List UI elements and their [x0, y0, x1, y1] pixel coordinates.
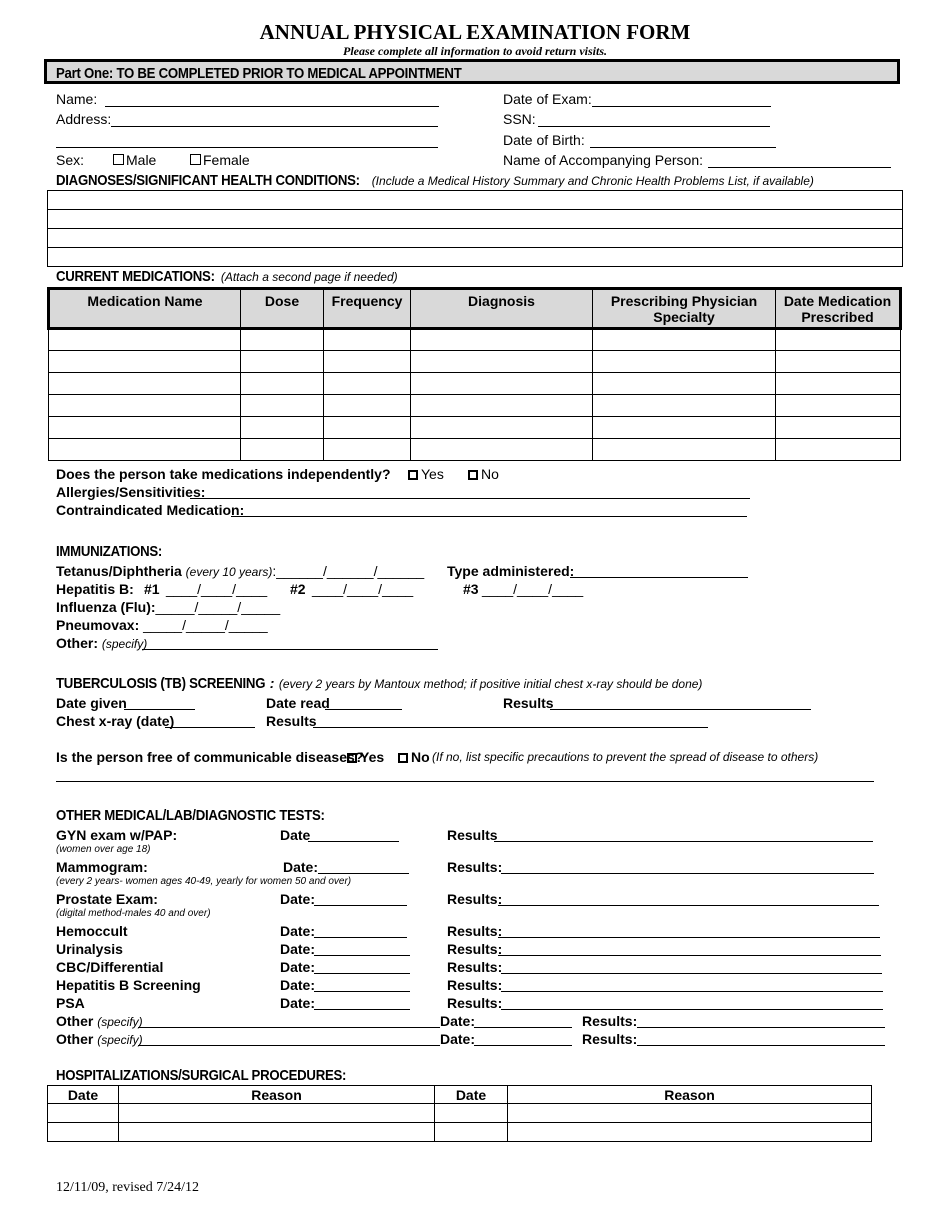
hemoccult-results-field[interactable] [498, 937, 880, 938]
tests-heading: OTHER MEDICAL/LAB/DIAGNOSTIC TESTS: [56, 807, 325, 824]
mammogram-date-field[interactable] [318, 873, 409, 874]
sex-male-option[interactable] [113, 152, 156, 168]
male-checkbox[interactable] [113, 154, 124, 165]
part-one-heading: Part One: TO BE COMPLETED PRIOR TO MEDICAL APPOINTMENT [56, 65, 462, 82]
med-col-frequency: Frequency [324, 289, 411, 329]
tetanus-date-field[interactable]: :______/______/______ [272, 563, 425, 579]
medications-note: (Attach a second page if needed) [220, 270, 398, 284]
hepb-dose3-label: #3 [463, 581, 479, 597]
prostate-note: (digital method-males 40 and over) [56, 908, 211, 919]
prostate-results-label: Results: [447, 891, 503, 907]
hosp-col-reason-2: Reason [508, 1086, 872, 1104]
diagnoses-row[interactable] [48, 191, 903, 210]
hemoccult-label: Hemoccult [56, 923, 128, 939]
female-label: Female [203, 152, 250, 168]
other-immunization-label: Other: [56, 635, 98, 651]
hosp-col-date-2: Date [435, 1086, 508, 1104]
tb-heading: TUBERCULOSIS (TB) SCREENING [56, 675, 266, 692]
tb-date-given-field[interactable] [124, 709, 195, 710]
accompanying-person-field[interactable] [708, 167, 891, 168]
medications-heading: CURRENT MEDICATIONS: [56, 268, 215, 285]
other-test-1-label: Other [56, 1013, 94, 1029]
hepb-dose2-label: #2 [290, 581, 306, 597]
address-field[interactable] [111, 126, 438, 127]
hepb-dose1-label: #1 [144, 581, 160, 597]
chest-xray-results-field[interactable] [313, 727, 708, 728]
other-test-2-date-label: Date: [440, 1031, 476, 1047]
date-of-exam-label: Date of Exam: [503, 91, 592, 107]
gyn-note: (women over age 18) [56, 844, 151, 855]
hepb-label: Hepatitis B: [56, 581, 134, 597]
pneumovax-label: Pneumovax: [56, 617, 140, 633]
mammogram-date-label: Date: [283, 859, 319, 875]
hepb-screening-results-label: Results: [447, 977, 503, 993]
mammogram-label: Mammogram: [56, 859, 148, 875]
independent-no-checkbox[interactable] [468, 470, 478, 480]
tb-heading-colon: : [269, 675, 275, 691]
male-label: Male [126, 152, 157, 168]
urinalysis-results-field[interactable] [498, 955, 881, 956]
hemoccult-date-field[interactable] [314, 937, 407, 938]
med-col-dose: Dose [241, 289, 324, 329]
sex-label: Sex: [56, 152, 85, 168]
chest-xray-field[interactable] [165, 727, 255, 728]
hospitalizations-heading: HOSPITALIZATIONS/SURGICAL PROCEDURES: [56, 1067, 347, 1084]
tb-date-given-label: Date given [56, 695, 127, 711]
psa-date-label: Date: [280, 995, 316, 1011]
medication-row[interactable] [49, 417, 901, 439]
mammogram-note: (every 2 years- women ages 40-49, yearly for women 50 and over) [56, 876, 352, 887]
independent-yes-checkbox[interactable] [408, 470, 418, 480]
other-test-1-results-label: Results: [582, 1013, 638, 1029]
ssn-label: SSN: [503, 111, 536, 127]
cbc-results-label: Results: [447, 959, 503, 975]
influenza-date-field[interactable]: _____/_____/_____ [155, 599, 281, 615]
other-immunization-row [56, 635, 147, 651]
medication-row[interactable] [49, 439, 901, 461]
influenza-label: Influenza (Flu): [56, 599, 156, 615]
psa-results-label: Results: [447, 995, 503, 1011]
hepb-screening-label: Hepatitis B Screening [56, 977, 201, 993]
chest-xray-results-label: Results [266, 713, 317, 729]
ssn-field[interactable] [538, 126, 770, 127]
hemoccult-date-label: Date: [280, 923, 316, 939]
pneumovax-date-field[interactable]: _____/_____/_____ [143, 617, 268, 633]
mammogram-results-label: Results: [447, 859, 503, 875]
other-immunization-note: (specify) [101, 637, 148, 651]
psa-date-field[interactable] [314, 1009, 410, 1010]
prostate-date-label: Date: [280, 891, 316, 907]
tb-date-read-label: Date read [266, 695, 330, 711]
communicable-yes-option[interactable] [347, 749, 384, 765]
cbc-label: CBC/Differential [56, 959, 164, 975]
med-col-physician: Prescribing Physician Specialty [593, 289, 776, 329]
female-checkbox[interactable] [190, 154, 201, 165]
other-immunization-field[interactable] [142, 649, 438, 650]
communicable-question: Is the person free of communicable diseases? [56, 749, 364, 765]
tb-heading-row [56, 675, 702, 693]
tetanus-row[interactable] [56, 563, 424, 579]
communicable-yes-checkbox[interactable] [347, 753, 357, 763]
other-test-1-results-field[interactable] [637, 1027, 885, 1028]
other-test-1-note: (specify) [97, 1015, 143, 1029]
gyn-results-label: Results [447, 827, 498, 843]
other-test-2-date-field[interactable] [474, 1045, 572, 1046]
med-col-name: Medication Name [49, 289, 241, 329]
urinalysis-results-label: Results: [447, 941, 503, 957]
urinalysis-label: Urinalysis [56, 941, 123, 957]
prostate-date-field[interactable] [314, 905, 407, 906]
other-test-2-results-label: Results: [582, 1031, 638, 1047]
diagnoses-note: (Include a Medical History Summary and Chronic Health Problems List, if available) [371, 174, 814, 188]
other-test-1-date-field[interactable] [474, 1027, 572, 1028]
med-col-date: Date Medication Prescribed [776, 289, 901, 329]
other-test-2-results-field[interactable] [637, 1045, 885, 1046]
influenza-row[interactable] [56, 599, 280, 615]
form-subtitle: Please complete all information to avoid return visits. [343, 44, 607, 58]
hospitalization-row[interactable] [48, 1104, 872, 1123]
mammogram-results-field[interactable] [501, 873, 874, 874]
prostate-label: Prostate Exam: [56, 891, 158, 907]
urinalysis-date-label: Date: [280, 941, 316, 957]
allergies-field[interactable] [190, 498, 750, 499]
diagnoses-heading: DIAGNOSES/SIGNIFICANT HEALTH CONDITIONS: [56, 172, 360, 189]
hospitalizations-table [47, 1085, 872, 1142]
address-field-line2[interactable] [56, 147, 438, 148]
independent-no-option[interactable] [468, 466, 499, 482]
other-test-2-label-row [56, 1031, 143, 1047]
gyn-date-field[interactable] [308, 841, 399, 842]
tb-note: (every 2 years by Mantoux method; if positive initial chest x-ray should be done) [278, 677, 703, 691]
psa-results-field[interactable] [501, 1009, 883, 1010]
medication-row[interactable] [49, 351, 901, 373]
diagnoses-row[interactable] [48, 229, 903, 248]
revision-date: 12/11/09, revised 7/24/12 [56, 1180, 199, 1195]
hepb-screening-date-label: Date: [280, 977, 316, 993]
immunizations-heading: IMMUNIZATIONS: [56, 543, 163, 560]
other-test-1-date-label: Date: [440, 1013, 476, 1029]
independent-yes-option[interactable] [408, 466, 444, 482]
contraindicated-field[interactable] [231, 516, 747, 517]
hosp-col-reason-1: Reason [119, 1086, 435, 1104]
other-test-1-label-row [56, 1013, 143, 1029]
chest-xray-label: Chest x-ray (date) [56, 713, 175, 729]
diagnoses-table [47, 190, 903, 267]
diagnoses-row[interactable] [48, 248, 903, 267]
communicable-no-option[interactable] [398, 749, 430, 765]
name-field[interactable] [105, 106, 439, 107]
name-label: Name: [56, 91, 98, 107]
medications-heading-row [56, 268, 398, 286]
type-administered-label: Type administered: [447, 563, 575, 579]
hospitalization-row[interactable] [48, 1123, 872, 1142]
tb-results-label: Results [503, 695, 554, 711]
hepb-dose1-field[interactable]: ____/____/____ [166, 581, 268, 597]
communicable-no-checkbox[interactable] [398, 753, 408, 763]
communicable-note: (If no, list specific precautions to prevent the spread of disease to others) [432, 750, 819, 764]
urinalysis-date-field[interactable] [314, 955, 410, 956]
independent-no-label: No [481, 466, 499, 482]
communicable-precautions-field[interactable] [56, 781, 874, 782]
dob-label: Date of Birth: [503, 132, 585, 148]
hepb-dose2-field[interactable]: ____/____/____ [312, 581, 414, 597]
other-test-1-name-field[interactable] [138, 1027, 440, 1028]
prostate-results-field[interactable] [498, 905, 879, 906]
diagnoses-row[interactable] [48, 210, 903, 229]
hosp-col-date-1: Date [48, 1086, 119, 1104]
other-test-2-note: (specify) [97, 1033, 143, 1047]
tb-date-read-field[interactable] [325, 709, 402, 710]
medication-row[interactable] [49, 329, 901, 351]
gyn-results-field[interactable] [494, 841, 873, 842]
form-title: ANNUAL PHYSICAL EXAMINATION FORM [259, 20, 691, 44]
psa-label: PSA [56, 995, 85, 1011]
tetanus-note: (every 10 years) [185, 565, 273, 579]
accompanying-person-label: Name of Accompanying Person: [503, 152, 703, 168]
tetanus-label: Tetanus/Diphtheria [56, 563, 182, 579]
allergies-label: Allergies/Sensitivities: [56, 484, 206, 500]
sex-female-option[interactable] [190, 152, 250, 168]
medication-row[interactable] [49, 373, 901, 395]
hepb-screening-date-field[interactable] [314, 991, 410, 992]
cbc-results-field[interactable] [501, 973, 882, 974]
hepb-dose3-field[interactable]: ____/____/____ [482, 581, 584, 597]
pneumovax-row[interactable] [56, 617, 268, 633]
hemoccult-results-label: Results: [447, 923, 503, 939]
type-administered-field[interactable] [570, 577, 748, 578]
contraindicated-label: Contraindicated Medication: [56, 502, 245, 518]
communicable-yes-label: Yes [360, 749, 385, 765]
cbc-date-field[interactable] [314, 973, 410, 974]
independent-yes-label: Yes [421, 466, 444, 482]
address-label: Address: [56, 111, 112, 127]
cbc-date-label: Date: [280, 959, 316, 975]
medications-table [47, 287, 902, 461]
diagnoses-heading-row [56, 172, 814, 190]
date-of-exam-field[interactable] [592, 106, 771, 107]
med-col-diagnosis: Diagnosis [411, 289, 593, 329]
tb-results-field[interactable] [550, 709, 811, 710]
other-test-2-name-field[interactable] [138, 1045, 440, 1046]
communicable-no-label: No [411, 749, 430, 765]
hepb-screening-results-field[interactable] [501, 991, 883, 992]
dob-field[interactable] [590, 147, 776, 148]
other-test-2-label: Other [56, 1031, 94, 1047]
gyn-date-label: Date [280, 827, 311, 843]
medication-row[interactable] [49, 395, 901, 417]
independent-question: Does the person take medications independently? [56, 466, 391, 482]
gyn-label: GYN exam w/PAP: [56, 827, 178, 843]
